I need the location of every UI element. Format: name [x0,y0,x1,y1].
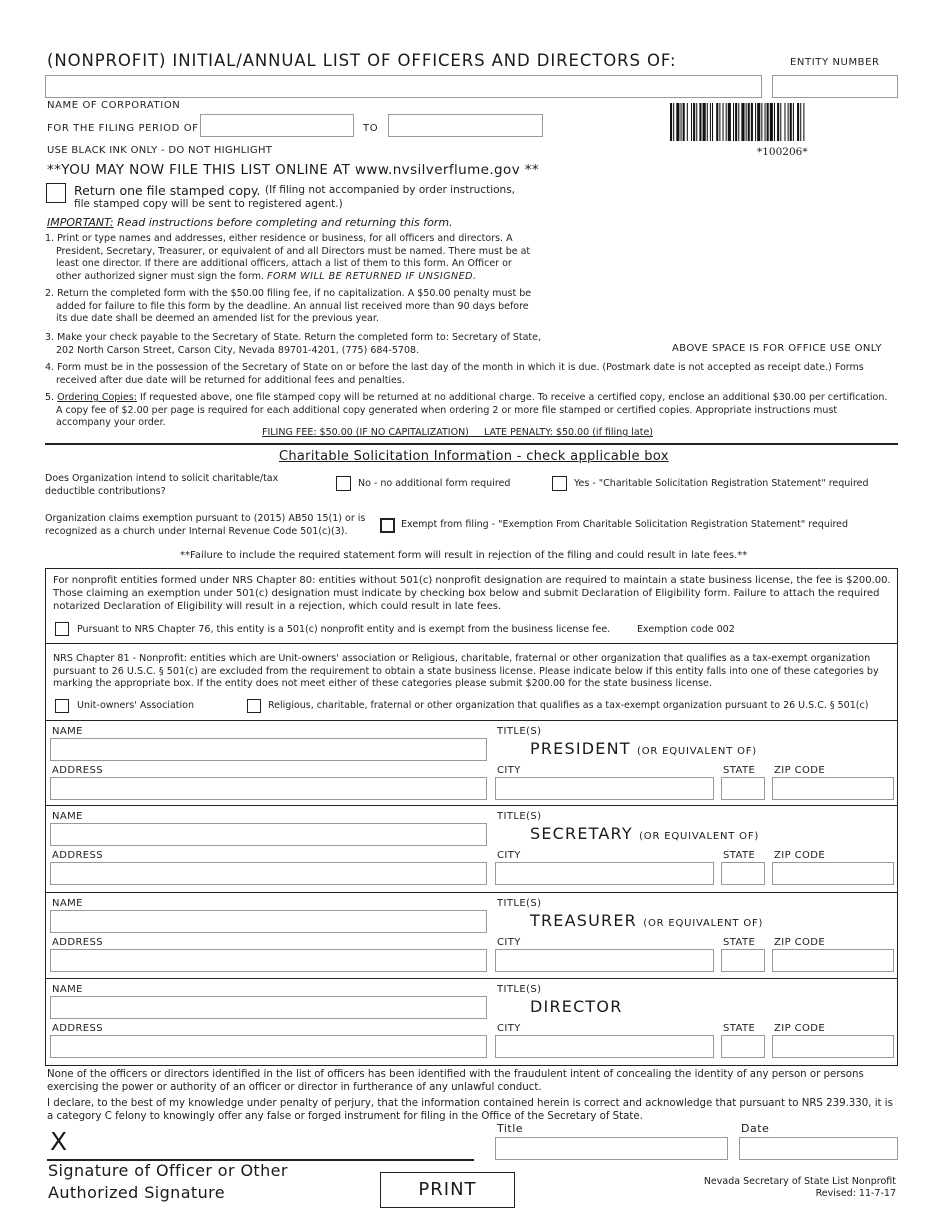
barcode-bar [767,103,769,141]
charitable-heading: Charitable Solicitation Information - check applicable box [279,449,669,464]
city-label: CITY [497,765,521,776]
filing-period-to-field[interactable] [388,114,543,137]
corporation-name-label: NAME OF CORPORATION [47,100,181,111]
secretary-city-field[interactable] [495,862,714,885]
secretary-name-field[interactable] [50,823,487,846]
instruction-1-line: 1. Print or type names and addresses, either residence or business, for all officers and directors. A [45,233,513,244]
return-copy-note-2: file stamped copy will be sent to registered agent.) [74,198,343,210]
secretary-zip-field[interactable] [772,862,894,885]
treasurer-zip-field[interactable] [772,949,894,972]
city-label: CITY [497,1023,521,1034]
exemption-question-line: Organization claims exemption pursuant to (2015) AB50 15(1) or is [45,513,366,524]
barcode-bar [797,103,799,141]
important-label: IMPORTANT: [47,216,114,229]
footer-line: Revised: 11-7-17 [815,1188,896,1199]
important-heading [47,216,453,229]
solicit-question-line: deductible contributions? [45,485,166,497]
date-label: Date [741,1122,770,1135]
instruction-4-line: received after due date will be returned for additional fees and penalties. [56,374,405,386]
barcode-bar [741,103,744,141]
instruction-4-line: 4. Form must be in the possession of the Secretary of State on or before the last day of the month in which it is due. (Postmark date is not accepted as receipt date.) Forms [45,362,864,373]
exemption-question [45,513,365,538]
chapter81-line: NRS Chapter 81 - Nonprofit: entities which are Unit-owners' association or Religious, charitable, fraternal or other organization that qualifies as a tax-exempt organization [53,653,871,664]
barcode-bar [719,103,720,141]
barcode-bar [757,103,760,141]
solicit-question-line: Does Organization intend to solicit charitable/tax [45,473,279,484]
officer-divider [45,720,898,721]
form-title: (NONPROFIT) INITIAL/ANNUAL LIST OF OFFICERS AND DIRECTORS OF: [47,51,677,70]
ordering-copies-label: Ordering Copies: [57,392,137,403]
barcode-bar [703,103,706,141]
titles-label: TITLE(S) [497,984,542,995]
zip-label: ZIP CODE [774,850,826,861]
officer-divider [45,892,898,893]
name-label: NAME [52,811,83,822]
barcode-bar [784,103,785,141]
treasurer-name-field[interactable] [50,910,487,933]
unsigned-warning: FORM WILL BE RETURNED IF UNSIGNED. [267,270,477,282]
barcode-bar [788,103,789,141]
instruction-2 [45,288,531,326]
barcode-bar [751,103,753,141]
barcode-image [670,103,900,143]
religious-org-checkbox[interactable] [247,699,261,713]
address-label: ADDRESS [52,765,104,776]
chapter81-line: marking the appropriate box. If the entity does not meet either of these categories please submit $200.00 for the state business license. [53,678,713,689]
unit-owners-label: Unit-owners' Association [77,700,194,711]
signature-date-field[interactable] [739,1137,898,1160]
state-label: STATE [723,765,756,776]
instruction-5-number: 5. [45,392,55,403]
city-label: CITY [497,850,521,861]
officer-title-text: PRESIDENT [530,739,631,758]
footer-note [690,1176,896,1200]
title-label: Title [497,1122,524,1135]
declaration-line: I declare, to the best of my knowledge under penalty of perjury, that the information contained herein is correct and acknowledge that pursuant to NRS 239.330, it is [47,1098,893,1109]
print-button[interactable] [380,1172,515,1208]
instruction-2-line: its due date shall be deemed an amended list for the previous year. [56,313,379,324]
office-use-label: ABOVE SPACE IS FOR OFFICE USE ONLY [672,343,882,354]
chapter81-text [53,653,879,691]
instruction-1-line: President, Secretary, Treasurer, or equivalent of and all Directors must be named. There must be at [56,245,531,257]
director-zip-field[interactable] [772,1035,894,1058]
barcode-bar [707,103,708,141]
zip-label: ZIP CODE [774,765,826,776]
treasurer-city-field[interactable] [495,949,714,972]
exempt-checkbox[interactable] [380,518,395,533]
solicit-no-checkbox[interactable] [336,476,351,491]
zip-label: ZIP CODE [774,937,826,948]
solicit-yes-label: Yes - "Charitable Solicitation Registration Statement" required [574,478,869,489]
instruction-2-line: added for failure to file this form by the deadline. An annual list received more than 90 days before [56,300,529,312]
barcode-bar [790,103,792,141]
solicit-no-label: No - no additional form required [358,478,511,489]
name-label: NAME [52,984,83,995]
director-name-field[interactable] [50,996,487,1019]
secretary-title [530,824,759,843]
barcode-bar [755,103,756,141]
barcode-bar [746,103,747,141]
barcode-bar [699,103,701,141]
exemption-code: Exemption code 002 [637,624,735,635]
instruction-5-line: A copy fee of $2.00 per page is required for each additional copy generated when ordering 2 or more file stamped or certified copies. Appropriate instructions must [56,404,838,416]
barcode-bar [716,103,718,141]
treasurer-title [530,911,763,930]
online-filing-notice: **YOU MAY NOW FILE THIS LIST ONLINE AT www.nvsilverflume.gov ** [47,162,540,178]
barcode-bar [738,103,739,141]
zip-label: ZIP CODE [774,1023,826,1034]
titles-label: TITLE(S) [497,726,542,737]
instruction-5-line: accompany your order. [56,417,166,428]
barcode-bar [728,103,731,141]
director-address-field[interactable] [50,1035,487,1058]
state-label: STATE [723,1023,756,1034]
unit-owners-checkbox[interactable] [55,699,69,713]
treasurer-address-field[interactable] [50,949,487,972]
president-state-field[interactable] [721,777,765,800]
treasurer-state-field[interactable] [721,949,765,972]
declaration-text [47,1068,893,1123]
chapter80-line: notarized Declaration of Eligibility will result in a rejection, which could result in late fees. [53,601,502,612]
religious-org-label: Religious, charitable, fraternal or other organization that qualifies as a tax-exempt organization pursuant to 26 U.S.C. § 501(c) [268,700,869,711]
barcode-bar [765,103,766,141]
officer-title-text: TREASURER [530,911,637,930]
return-copy-checkbox[interactable] [46,183,66,203]
instruction-3-line: 202 North Carson Street, Carson City, Nevada 89701-4201, (775) 684-5708. [56,344,420,356]
barcode-bar [691,103,692,141]
officer-divider [45,805,898,806]
instruction-5 [45,392,887,430]
instruction-3 [45,332,541,357]
instruction-2-line: 2. Return the completed form with the $50.00 filing fee, if no capitalization. A $50.00 penalty must be [45,288,532,299]
black-ink-note: USE BLACK INK ONLY - DO NOT HIGHLIGHT [47,145,273,156]
instruction-5-first [45,392,887,405]
city-label: CITY [497,937,521,948]
nrs76-exempt-label: Pursuant to NRS Chapter 76, this entity is a 501(c) nonprofit entity and is exempt from the business license fee. [77,624,611,635]
barcode-bar [780,103,781,141]
secretary-address-field[interactable] [50,862,487,885]
address-label: ADDRESS [52,850,104,861]
solicit-question [45,473,278,498]
director-city-field[interactable] [495,1035,714,1058]
chapter81-line: pursuant to 26 U.S.C. § 501(c) are excluded from the requirement to obtain a state business license. Please indicate below if this entity falls into one of these categories by [53,665,879,677]
declaration-line: a category C felony to knowingly offer any false or forged instrument for filing in the Office of the Secretary of State. [47,1111,643,1122]
chapter80-line: For nonprofit entities formed under NRS Chapter 80: entities without 501(c) nonprofit designation are required to maintain a state business license, the fee is $200.00. [53,575,891,586]
barcode-bar [710,103,711,141]
return-copy-note-1: (If filing not accompanied by order instructions, [265,184,516,196]
important-text: Read instructions before completing and returning this form. [117,216,453,229]
signature-label [48,1160,288,1204]
print-button-label: PRINT [418,1179,477,1200]
nrs76-exempt-checkbox[interactable] [55,622,69,636]
address-label: ADDRESS [52,937,104,948]
chapter80-text [53,574,891,613]
footer-line: Nevada Secretary of State List Nonprofit [703,1176,896,1187]
solicit-yes-checkbox[interactable] [552,476,567,491]
declaration-line: exercising the power or authority of an officer or director in furtherance of any unlawful conduct. [47,1082,542,1093]
instruction-1-line: least one director. If there are additional officers, attach a list of them to this form. An Officer or [56,258,512,269]
instruction-4 [45,362,864,387]
titles-label: TITLE(S) [497,811,542,822]
instruction-1 [45,233,530,283]
failure-note: **Failure to include the required statement form will result in rejection of the filing and could result in late fees.** [180,550,748,561]
officer-title-suffix: (OR EQUIVALENT OF) [637,746,758,757]
address-label: ADDRESS [52,1023,104,1034]
instruction-3-line: 3. Make your check payable to the Secretary of State. Return the completed form to: Secretary of State, [45,332,542,343]
president-city-field[interactable] [495,777,714,800]
president-address-field[interactable] [50,777,487,800]
barcode-bar [673,103,674,141]
barcode-bar [735,103,737,141]
barcode-bar [683,103,685,141]
entity-number-field[interactable] [772,75,898,98]
barcode-bar [687,103,688,141]
state-label: STATE [723,850,756,861]
officer-divider [45,978,898,979]
signature-label-line: Authorized Signature [48,1183,225,1202]
exempt-label: Exempt from filing - "Exemption From Charitable Solicitation Registration Statement" required [401,519,849,530]
return-copy-label: Return one file stamped copy. [74,183,261,198]
barcode-bar [723,103,724,141]
barcode-bar [777,103,779,141]
instruction-5-line: If requested above, one file stamped copy will be returned at no additional charge. To receive a certified copy, enclose an additional $30.00 per certification. [139,392,888,403]
entity-number-label: ENTITY NUMBER [790,57,880,68]
filing-period-to-label: TO [363,123,379,134]
barcode-text: *100206* [757,146,808,158]
president-name-field[interactable] [50,738,487,761]
fees-line: FILING FEE: $50.00 (IF NO CAPITALIZATION) LATE PENALTY: $50.00 (if filing late) [262,427,654,438]
name-label: NAME [52,726,83,737]
secretary-state-field[interactable] [721,862,765,885]
corporation-name-field[interactable] [45,75,762,98]
barcode-bar [748,103,750,141]
barcode-bar [761,103,762,141]
barcode-bar [681,103,682,141]
state-label: STATE [723,937,756,948]
barcode-bar [696,103,697,141]
signer-title-field[interactable] [495,1137,728,1160]
name-label: NAME [52,898,83,909]
section-divider [45,443,898,445]
barcode-bar [770,103,773,141]
instruction-1-line: other authorized signer must sign the form. [56,270,264,282]
officer-title-text: SECRETARY [530,824,633,843]
titles-label: TITLE(S) [497,898,542,909]
barcode-bar [774,103,775,141]
signature-x-mark: X [50,1127,68,1156]
filing-period-from-field[interactable] [200,114,354,137]
barcode-bar [733,103,734,141]
chapter-divider [45,643,898,644]
barcode-bar [693,103,695,141]
signature-label-line: Signature of Officer or Other [48,1161,288,1180]
barcode-bar [803,103,804,141]
barcode-bar [676,103,679,141]
barcode-bar [726,103,727,141]
exemption-question-line: recognized as a church under Internal Revenue Code 501(c)(3). [45,525,348,537]
president-title [530,739,757,758]
officer-title-text: DIRECTOR [530,997,623,1016]
barcode-bar [793,103,794,141]
declaration-line: None of the officers or directors identified in the list of officers has been identified with the fraudulent intent of concealing the identity of any person or persons [47,1069,864,1080]
filing-period-label: FOR THE FILING PERIOD OF [47,123,199,134]
officer-title-suffix: (OR EQUIVALENT OF) [639,831,760,842]
barcode-bar [712,103,713,141]
barcode-bar [800,103,801,141]
president-zip-field[interactable] [772,777,894,800]
barcode-bar [670,103,672,141]
instruction-1-last [45,271,530,284]
director-title [530,997,623,1016]
director-state-field[interactable] [721,1035,765,1058]
officer-title-suffix: (OR EQUIVALENT OF) [643,918,764,929]
chapter80-line: Those claiming an exemption under 501(c) designation must indicate by checking box below and submit Declaration of Eligibility form. Failure to attach the required [53,588,880,599]
